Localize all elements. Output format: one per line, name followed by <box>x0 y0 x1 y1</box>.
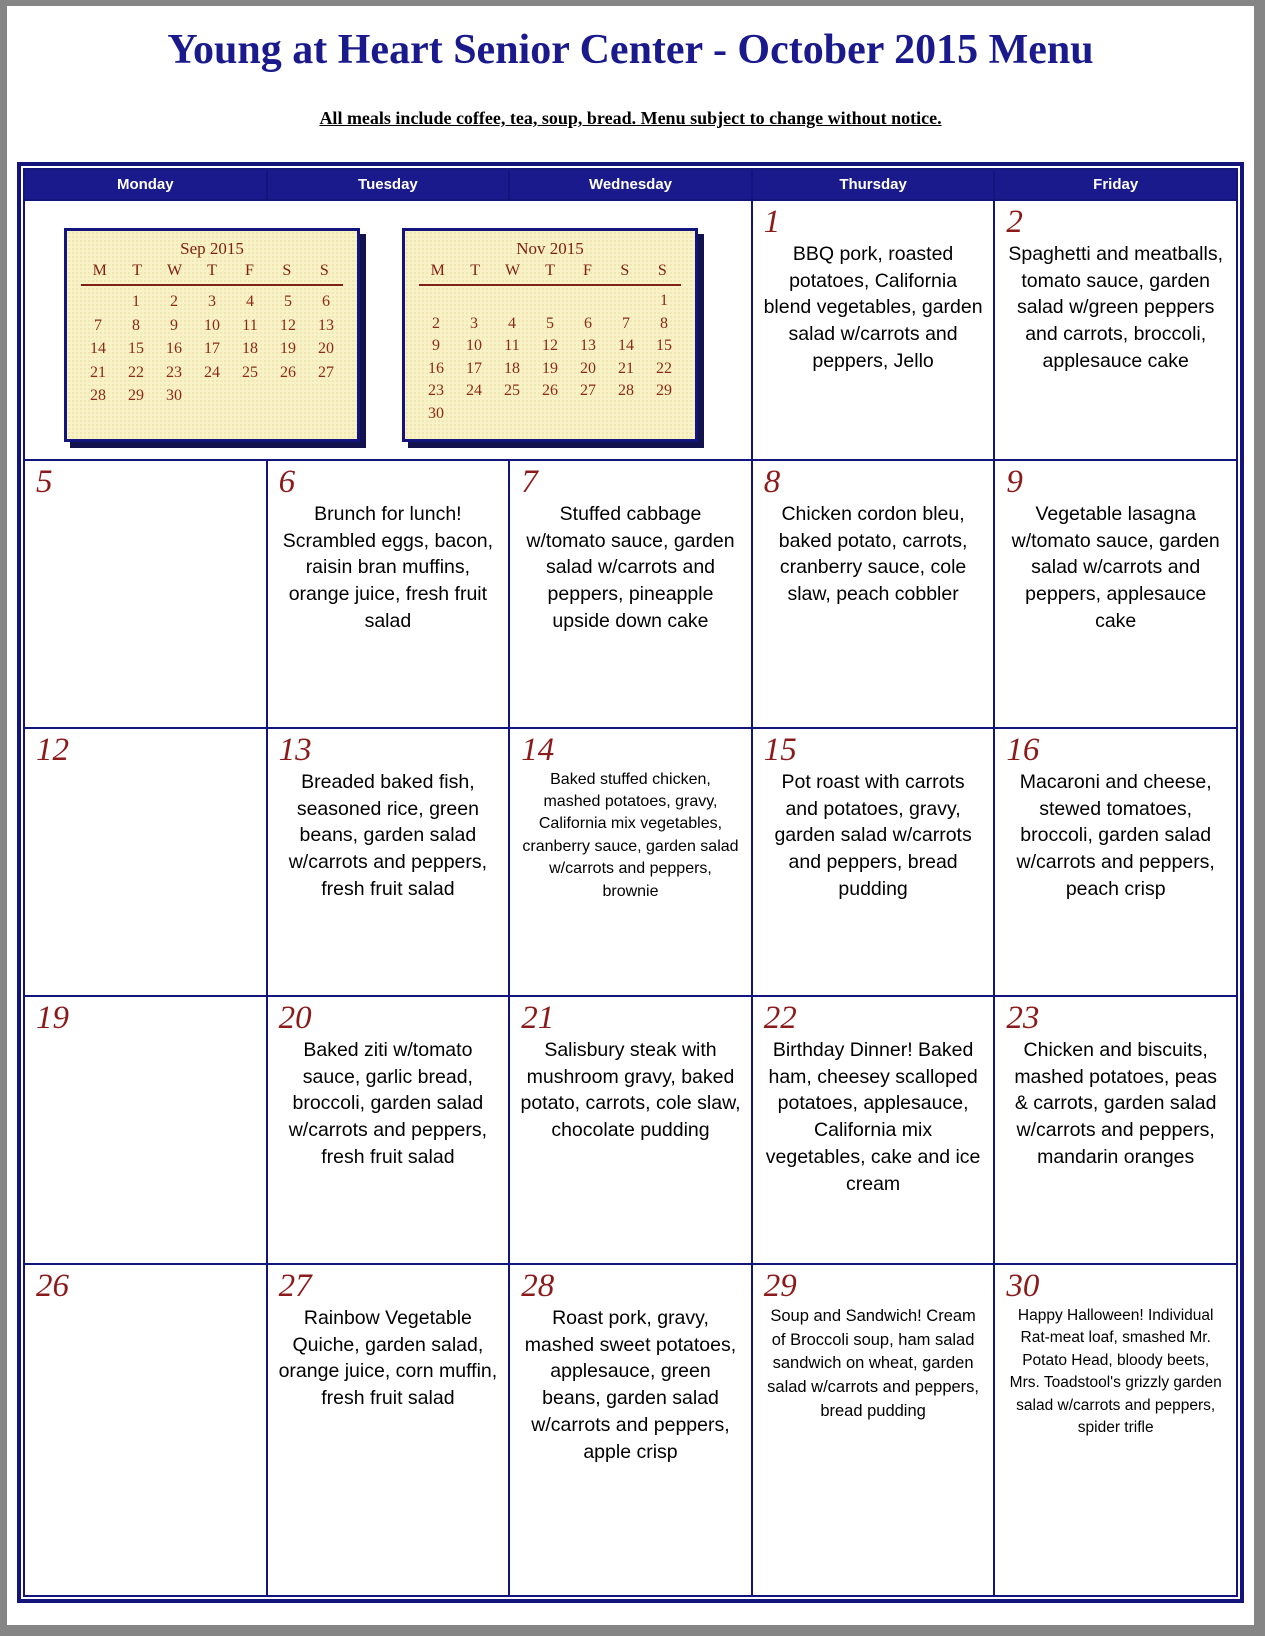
mini-calendar-nov-2015 <box>402 228 698 442</box>
mc-weekday: S <box>319 262 329 279</box>
mc-day: 28 <box>618 382 634 399</box>
day-cell-29 <box>752 1264 995 1596</box>
mc-day: 15 <box>656 337 672 354</box>
day-number: 12 <box>36 732 69 768</box>
mc-day: 4 <box>246 293 254 310</box>
menu-text: BBQ pork, roasted potatoes, California blend vegetables, garden salad w/carrots and peppers, Jello <box>763 242 983 373</box>
day-cell-27 <box>267 1264 510 1596</box>
mc-day: 12 <box>280 316 296 334</box>
mc-day <box>607 403 645 426</box>
day-cell-9 <box>994 460 1237 728</box>
mini-calendars-container <box>26 202 750 442</box>
day-cell-30 <box>994 1264 1237 1596</box>
mc-day: 7 <box>622 314 630 332</box>
mc-weekday: M <box>92 262 107 279</box>
mc-day <box>307 384 345 408</box>
day-number: 16 <box>1006 732 1040 768</box>
day-number: 28 <box>521 1268 555 1304</box>
mc-weekday: T <box>470 262 481 279</box>
mc-day: 26 <box>542 382 558 399</box>
mc-day: 17 <box>466 359 482 377</box>
mc-day: 2 <box>170 293 178 310</box>
day-cell-7 <box>509 460 752 728</box>
day-number: 22 <box>763 1000 797 1036</box>
mc-day: 24 <box>204 363 220 381</box>
mc-day <box>531 290 569 313</box>
mc-day <box>417 290 455 313</box>
mini-calendar-weekday-row <box>81 262 343 286</box>
mc-day: 3 <box>208 293 216 310</box>
page-subtitle <box>7 108 1254 129</box>
menu-page <box>7 6 1254 1625</box>
mc-day <box>493 290 531 313</box>
week-row-3 <box>24 728 1237 996</box>
menu-text: Brunch for lunch! Scrambled eggs, bacon, raisin bran muffins, orange juice, fresh fruit salad <box>282 502 494 633</box>
mc-weekday: S <box>657 262 667 279</box>
week-row-5 <box>24 1264 1237 1596</box>
mc-day: 19 <box>280 340 296 357</box>
mc-day <box>493 403 531 426</box>
day-number: 26 <box>36 1268 69 1304</box>
mc-day: 8 <box>660 314 668 332</box>
mc-weekday: S <box>620 262 630 279</box>
menu-text: Macaroni and cheese, stewed tomatoes, broccoli, garden salad w/carrots and peppers, peach crisp <box>1016 770 1215 901</box>
menu-text: Spaghetti and meatballs, tomato sauce, garden salad w/green peppers and carrots, broccoli, applesauce cake <box>1008 242 1224 373</box>
mc-day: 11 <box>242 316 258 334</box>
mini-calendar-title: Sep 2015 <box>180 239 244 258</box>
mc-day <box>569 403 607 426</box>
menu-text: Rainbow Vegetable Quiche, garden salad, orange juice, corn muffin, fresh fruit salad <box>278 1306 498 1410</box>
day-cell-19 <box>24 996 267 1264</box>
mc-day: 29 <box>656 382 672 399</box>
mc-day: 25 <box>504 382 520 399</box>
mc-day: 18 <box>504 359 520 377</box>
menu-text <box>26 500 265 501</box>
mc-day: 16 <box>428 359 444 377</box>
mc-day: 24 <box>466 382 482 399</box>
day-number: 29 <box>763 1268 797 1304</box>
mc-day <box>531 403 569 426</box>
mc-day: 15 <box>128 340 144 357</box>
mc-day: 12 <box>542 337 558 354</box>
mc-day: 28 <box>90 387 106 404</box>
menu-calendar-table <box>23 168 1238 1597</box>
menu-text: Vegetable lasagna w/tomato sauce, garden salad w/carrots and peppers, applesauce cake <box>1011 502 1220 633</box>
mc-weekday: W <box>167 262 183 279</box>
day-cell-22 <box>752 996 995 1264</box>
mini-calendars-cell <box>24 200 752 460</box>
day-cell-14 <box>509 728 752 996</box>
mc-day <box>455 290 493 313</box>
day-cell-12 <box>24 728 267 996</box>
day-number: 19 <box>36 1000 69 1036</box>
mc-day: 30 <box>166 387 182 404</box>
mc-day <box>79 290 117 314</box>
day-number: 15 <box>763 732 797 768</box>
mc-weekday: W <box>505 262 521 279</box>
mc-weekday: T <box>132 262 143 279</box>
menu-text: Soup and Sandwich! Cream of Broccoli soup, ham salad sandwich on wheat, garden salad w/carrots and peppers, bread pudding <box>767 1306 980 1421</box>
menu-text: Baked ziti w/tomato sauce, garlic bread, broccoli, garden salad w/carrots and peppers, fresh fruit salad <box>288 1038 488 1169</box>
mc-day: 25 <box>242 363 258 381</box>
calendar-table-wrapper <box>17 162 1244 1603</box>
mc-day: 8 <box>132 316 140 334</box>
mc-day: 20 <box>318 340 334 357</box>
mc-day: 10 <box>466 337 482 354</box>
menu-text: Salisbury steak with mushroom gravy, baked potato, carrots, cole slaw, chocolate pudding <box>520 1038 741 1142</box>
mc-day: 2 <box>432 314 440 332</box>
mc-day: 19 <box>542 359 558 377</box>
mc-day: 10 <box>204 316 220 334</box>
mc-weekday: T <box>545 262 555 279</box>
mc-day: 1 <box>660 292 668 309</box>
mini-calendar-sep-2015 <box>64 228 360 442</box>
week-row-2 <box>24 460 1237 728</box>
mc-day: 14 <box>90 340 106 357</box>
menu-text: Birthday Dinner! Baked ham, cheesey scalloped potatoes, applesauce, California mix vegetables, cake and ice cream <box>765 1038 981 1196</box>
mc-day: 3 <box>470 314 478 332</box>
day-number: 7 <box>521 464 538 500</box>
mc-weekday: T <box>207 262 217 279</box>
mc-day: 9 <box>432 337 440 354</box>
mini-calendar-weekday-row <box>419 262 681 286</box>
day-number: 30 <box>1006 1268 1040 1304</box>
weekday-header-monday: Monday <box>24 169 267 200</box>
day-cell-2 <box>994 200 1237 460</box>
mini-calendar-days <box>79 290 345 408</box>
mc-day: 16 <box>166 340 182 357</box>
mc-day: 13 <box>318 316 334 334</box>
menu-text: Breaded baked fish, seasoned rice, green beans, garden salad w/carrots and peppers, fresh fruit salad <box>288 770 488 901</box>
day-number: 23 <box>1006 1000 1040 1036</box>
mc-day: 18 <box>242 340 258 357</box>
day-cell-20 <box>267 996 510 1264</box>
mc-day <box>607 290 645 313</box>
day-number: 21 <box>521 1000 555 1036</box>
mc-day: 17 <box>204 340 220 357</box>
day-cell-6 <box>267 460 510 728</box>
mc-weekday: F <box>582 262 592 279</box>
mc-day <box>455 403 493 426</box>
day-number: 27 <box>278 1268 312 1304</box>
mc-day: 22 <box>656 359 672 377</box>
mc-day: 6 <box>322 293 330 310</box>
mc-day: 11 <box>504 337 520 354</box>
weekday-header-row <box>24 169 1237 200</box>
day-cell-23 <box>994 996 1237 1264</box>
mc-day: 6 <box>584 314 592 332</box>
mini-calendar-title: Nov 2015 <box>516 239 584 258</box>
day-cell-16 <box>994 728 1237 996</box>
mc-day: 1 <box>132 293 140 310</box>
mc-weekday: M <box>430 262 445 279</box>
menu-text: Roast pork, gravy, mashed sweet potatoes, applesauce, green beans, garden salad w/carrots and peppers, apple crisp <box>524 1306 737 1464</box>
page-title: Young at Heart Senior Center - October 2015 Menu <box>167 27 1094 73</box>
mc-day: 7 <box>94 316 102 334</box>
mc-day: 27 <box>318 363 334 381</box>
weekday-header-friday: Friday <box>994 169 1237 200</box>
day-cell-28 <box>509 1264 752 1596</box>
menu-text: Chicken cordon bleu, baked potato, carrots, cranberry sauce, cole slaw, peach cobbler <box>778 502 968 606</box>
menu-text: Pot roast with carrots and potatoes, gravy, garden salad w/carrots and peppers, bread pudding <box>774 770 972 901</box>
mc-day: 21 <box>618 359 634 377</box>
day-cell-15 <box>752 728 995 996</box>
mc-day <box>269 384 307 408</box>
day-number: 13 <box>278 732 312 768</box>
subtitle-text: All meals include coffee, tea, soup, bread. Menu subject to change without notice. <box>319 108 942 128</box>
mc-day: 13 <box>580 337 596 354</box>
mc-day: 26 <box>280 363 296 381</box>
mc-day: 29 <box>128 387 144 404</box>
menu-text: Stuffed cabbage w/tomato sauce, garden salad w/carrots and peppers, pineapple upside down cake <box>526 502 735 633</box>
mc-day: 30 <box>428 404 444 422</box>
day-number: 2 <box>1006 204 1023 240</box>
menu-text: Happy Halloween! Individual Rat-meat loaf, smashed Mr. Potato Head, bloody beets, Mrs. Toadstool's grizzly garden salad w/carrots and peppers, spider trifle <box>1009 1306 1222 1436</box>
day-number: 1 <box>763 204 781 240</box>
day-cell-13 <box>267 728 510 996</box>
day-number: 20 <box>278 1000 312 1036</box>
mc-day <box>193 384 231 408</box>
day-number: 6 <box>278 464 296 500</box>
day-number: 8 <box>763 464 781 500</box>
weekday-header-wednesday: Wednesday <box>509 169 752 200</box>
mc-day: 14 <box>618 337 634 354</box>
day-number: 14 <box>521 732 555 768</box>
mc-day <box>569 290 607 313</box>
mc-day <box>231 384 269 408</box>
mc-day: 20 <box>580 359 596 377</box>
day-number: 9 <box>1006 464 1023 500</box>
day-cell-5 <box>24 460 267 728</box>
menu-text: Chicken and biscuits, mashed potatoes, peas & carrots, garden salad w/carrots and peppers, mandarin oranges <box>1014 1038 1218 1169</box>
day-cell-26 <box>24 1264 267 1596</box>
day-cell-1 <box>752 200 995 460</box>
mc-day: 23 <box>428 382 444 399</box>
mini-calendar-days <box>417 290 683 425</box>
weekday-header-tuesday: Tuesday <box>267 169 510 200</box>
week-row-4 <box>24 996 1237 1264</box>
mc-day: 5 <box>546 314 554 332</box>
day-number: 5 <box>36 464 53 500</box>
mc-day: 4 <box>508 314 516 332</box>
mc-day: 5 <box>284 293 292 310</box>
mc-day: 22 <box>128 363 144 381</box>
weekday-header-thursday: Thursday <box>752 169 995 200</box>
day-cell-21 <box>509 996 752 1264</box>
mc-day <box>645 403 683 426</box>
week-row-1 <box>24 200 1237 460</box>
mc-day: 27 <box>580 382 596 399</box>
mc-weekday: F <box>244 262 254 279</box>
menu-text: Baked stuffed chicken, mashed potatoes, gravy, California mix vegetables, cranberry sauce, garden salad w/carrots and peppers, brownie <box>522 770 739 900</box>
mc-day: 21 <box>90 363 106 381</box>
mc-day: 9 <box>170 316 178 334</box>
mc-weekday: S <box>282 262 292 279</box>
mc-day: 23 <box>166 363 182 381</box>
day-cell-8 <box>752 460 995 728</box>
